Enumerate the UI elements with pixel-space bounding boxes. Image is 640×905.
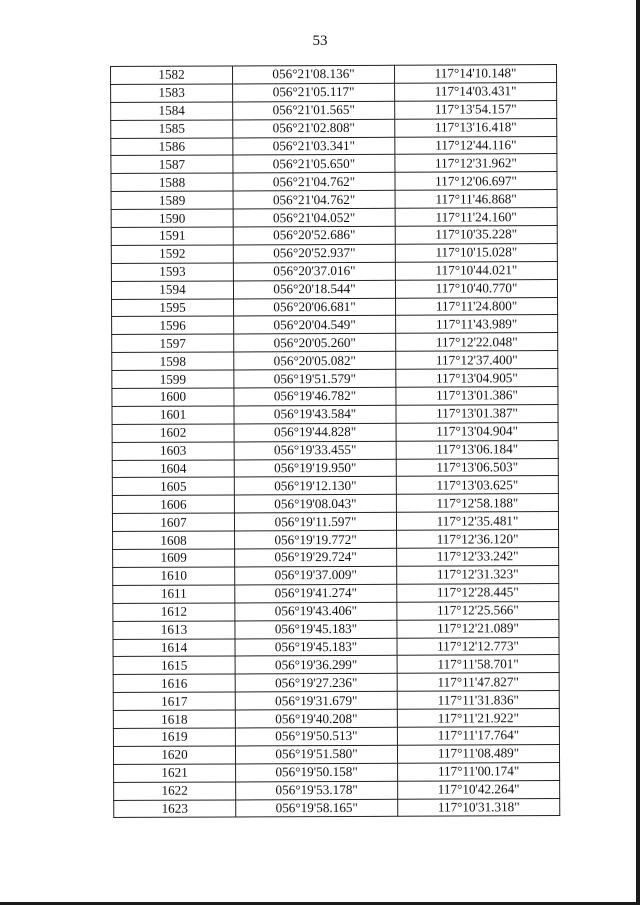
table-row: [114, 780, 560, 800]
table-row: [111, 172, 557, 192]
scan-edge-right: [636, 0, 640, 905]
longitude-cell: 117°12'25.566": [397, 601, 559, 620]
latitude-cell: 056°20'04.549": [234, 316, 396, 335]
point-number-cell: 1604: [112, 460, 234, 478]
table-row: [112, 494, 558, 514]
point-number-cell: 1589: [111, 191, 233, 209]
latitude-cell: 056°20'52.686": [233, 226, 395, 245]
point-number-cell: 1609: [113, 549, 235, 567]
latitude-cell: 056°19'50.513": [235, 727, 397, 746]
table-row: [111, 208, 557, 228]
table-row: [112, 458, 558, 478]
table-row: [111, 243, 557, 263]
longitude-cell: 117°13'54.157": [395, 100, 557, 119]
point-number-cell: 1585: [111, 120, 233, 138]
table-row: [113, 530, 559, 550]
point-number-cell: 1606: [112, 495, 234, 513]
longitude-cell: 117°11'31.836": [397, 691, 559, 710]
longitude-cell: 117°10'44.021": [395, 261, 557, 280]
point-number-cell: 1592: [111, 245, 233, 263]
point-number-cell: 1605: [112, 477, 234, 495]
point-number-cell: 1617: [113, 692, 235, 710]
table-row: [113, 565, 559, 585]
table-row: [112, 387, 558, 407]
table-row: [112, 369, 558, 389]
table-row: [113, 637, 559, 657]
longitude-cell: 117°11'21.922": [397, 709, 559, 728]
latitude-cell: 056°19'33.455": [234, 441, 396, 460]
table-row: [113, 726, 559, 746]
point-number-cell: 1618: [113, 710, 235, 728]
longitude-cell: 117°12'31.962": [395, 154, 557, 173]
table-row: [113, 744, 559, 764]
latitude-cell: 056°19'51.580": [235, 745, 397, 764]
point-number-cell: 1615: [113, 656, 235, 674]
point-number-cell: 1590: [111, 209, 233, 227]
latitude-cell: 056°19'11.597": [234, 513, 396, 532]
longitude-cell: 117°11'24.800": [396, 297, 558, 316]
table-row: [114, 798, 560, 818]
longitude-cell: 117°13'01.386": [396, 387, 558, 406]
table-row: [112, 351, 558, 371]
point-number-cell: 1597: [112, 334, 234, 352]
longitude-cell: 117°10'35.228": [395, 226, 557, 245]
latitude-cell: 056°19'46.782": [234, 387, 396, 406]
longitude-cell: 117°13'04.905": [396, 369, 558, 388]
latitude-cell: 056°20'05.082": [234, 352, 396, 371]
point-number-cell: 1598: [112, 352, 234, 370]
longitude-cell: 117°11'58.701": [397, 655, 559, 674]
point-number-cell: 1614: [113, 638, 235, 656]
longitude-cell: 117°12'58.188": [396, 494, 558, 513]
latitude-cell: 056°19'50.158": [236, 763, 398, 782]
longitude-cell: 117°12'36.120": [397, 530, 559, 549]
longitude-cell: 117°13'16.418": [395, 118, 557, 137]
latitude-cell: 056°20'06.681": [234, 298, 396, 317]
longitude-cell: 117°11'17.764": [397, 726, 559, 745]
point-number-cell: 1583: [111, 84, 233, 102]
longitude-cell: 117°13'04.904": [396, 422, 558, 441]
table-row: [113, 601, 559, 621]
longitude-cell: 117°12'33.242": [397, 548, 559, 567]
point-number-cell: 1623: [114, 799, 236, 817]
latitude-cell: 056°21'02.808": [233, 119, 395, 138]
latitude-cell: 056°19'27.236": [235, 674, 397, 693]
latitude-cell: 056°19'36.299": [235, 656, 397, 675]
longitude-cell: 117°12'06.697": [395, 172, 557, 191]
longitude-cell: 117°14'03.431": [395, 82, 557, 101]
table-row: [111, 118, 557, 138]
point-number-cell: 1588: [111, 173, 233, 191]
table-row: [112, 440, 558, 460]
longitude-cell: 117°10'42.264": [398, 780, 560, 799]
longitude-cell: 117°10'40.770": [395, 279, 557, 298]
latitude-cell: 056°19'51.579": [234, 369, 396, 388]
latitude-cell: 056°20'05.260": [234, 334, 396, 353]
latitude-cell: 056°21'04.052": [233, 208, 395, 227]
table-row: [111, 279, 557, 299]
latitude-cell: 056°20'52.937": [233, 244, 395, 263]
longitude-cell: 117°11'08.489": [397, 744, 559, 763]
latitude-cell: 056°19'58.165": [236, 799, 398, 818]
latitude-cell: 056°19'29.724": [235, 548, 397, 567]
table-row: [111, 100, 557, 120]
table-row: [112, 476, 558, 496]
table-row: [111, 82, 557, 102]
latitude-cell: 056°21'05.117": [233, 83, 395, 102]
latitude-cell: 056°19'45.183": [235, 620, 397, 639]
longitude-cell: 117°12'21.089": [397, 619, 559, 638]
point-number-cell: 1603: [112, 442, 234, 460]
longitude-cell: 117°13'03.625": [396, 476, 558, 495]
latitude-cell: 056°19'19.772": [235, 530, 397, 549]
point-number-cell: 1594: [111, 281, 233, 299]
point-number-cell: 1587: [111, 155, 233, 173]
table-row: [112, 422, 558, 442]
point-number-cell: 1586: [111, 138, 233, 156]
longitude-cell: 117°12'31.323": [397, 565, 559, 584]
table-row: [111, 190, 557, 210]
longitude-cell: 117°12'12.773": [397, 637, 559, 656]
point-number-cell: 1608: [113, 531, 235, 549]
latitude-cell: 056°21'01.565": [233, 101, 395, 120]
coordinates-table: [110, 64, 560, 818]
point-number-cell: 1612: [113, 603, 235, 621]
longitude-cell: 117°11'00.174": [398, 762, 560, 781]
point-number-cell: 1607: [112, 513, 234, 531]
latitude-cell: 056°19'37.009": [235, 566, 397, 585]
latitude-cell: 056°21'03.341": [233, 137, 395, 156]
longitude-cell: 117°14'10.148": [394, 65, 556, 84]
longitude-cell: 117°12'35.481": [396, 512, 558, 531]
point-number-cell: 1602: [112, 424, 234, 442]
longitude-cell: 117°11'24.160": [395, 208, 557, 227]
table-row: [114, 762, 560, 782]
latitude-cell: 056°19'19.950": [234, 459, 396, 478]
table-row: [111, 65, 557, 85]
table-row: [111, 154, 557, 174]
table-row: [113, 691, 559, 711]
longitude-cell: 117°13'06.184": [396, 440, 558, 459]
point-number-cell: 1621: [114, 764, 236, 782]
point-number-cell: 1599: [112, 370, 234, 388]
table-row: [111, 261, 557, 281]
table-row: [112, 512, 558, 532]
point-number-cell: 1610: [113, 567, 235, 585]
longitude-cell: 117°11'47.827": [397, 673, 559, 692]
longitude-cell: 117°13'06.503": [396, 458, 558, 477]
latitude-cell: 056°19'53.178": [236, 781, 398, 800]
point-number-cell: 1622: [114, 782, 236, 800]
point-number-cell: 1620: [113, 746, 235, 764]
page-number: 53: [312, 33, 328, 49]
coordinates-table-body: [111, 65, 560, 818]
table-row: [112, 315, 558, 335]
latitude-cell: 056°21'04.762": [233, 190, 395, 209]
longitude-cell: 117°10'15.028": [395, 243, 557, 262]
longitude-cell: 117°13'01.387": [396, 404, 558, 423]
longitude-cell: 117°12'37.400": [396, 351, 558, 370]
point-number-cell: 1619: [113, 728, 235, 746]
table-row: [112, 404, 558, 424]
latitude-cell: 056°19'41.274": [235, 584, 397, 603]
latitude-cell: 056°19'43.584": [234, 405, 396, 424]
table-row: [111, 136, 557, 156]
latitude-cell: 056°19'40.208": [235, 709, 397, 728]
point-number-cell: 1593: [111, 263, 233, 281]
table-row: [111, 226, 557, 246]
point-number-cell: 1595: [112, 299, 234, 317]
longitude-cell: 117°12'28.445": [397, 583, 559, 602]
latitude-cell: 056°21'08.136": [233, 65, 395, 84]
latitude-cell: 056°19'44.828": [234, 423, 396, 442]
latitude-cell: 056°19'43.406": [235, 602, 397, 621]
longitude-cell: 117°12'44.116": [395, 136, 557, 155]
table-row: [113, 619, 559, 639]
latitude-cell: 056°19'31.679": [235, 691, 397, 710]
longitude-cell: 117°10'31.318": [398, 798, 560, 817]
table-row: [113, 709, 559, 729]
point-number-cell: 1582: [111, 66, 233, 84]
latitude-cell: 056°20'37.016": [233, 262, 395, 281]
point-number-cell: 1611: [113, 585, 235, 603]
point-number-cell: 1584: [111, 102, 233, 120]
latitude-cell: 056°21'04.762": [233, 173, 395, 192]
point-number-cell: 1600: [112, 388, 234, 406]
longitude-cell: 117°11'46.868": [395, 190, 557, 209]
latitude-cell: 056°19'12.130": [234, 477, 396, 496]
latitude-cell: 056°21'05.650": [233, 155, 395, 174]
table-row: [113, 655, 559, 675]
table-row: [112, 333, 558, 353]
point-number-cell: 1613: [113, 621, 235, 639]
latitude-cell: 056°19'45.183": [235, 638, 397, 657]
table-row: [113, 548, 559, 568]
point-number-cell: 1601: [112, 406, 234, 424]
point-number-cell: 1616: [113, 674, 235, 692]
table-row: [113, 673, 559, 693]
table-row: [113, 583, 559, 603]
latitude-cell: 056°20'18.544": [233, 280, 395, 299]
longitude-cell: 117°11'43.989": [396, 315, 558, 334]
longitude-cell: 117°12'22.048": [396, 333, 558, 352]
point-number-cell: 1591: [111, 227, 233, 245]
latitude-cell: 056°19'08.043": [234, 495, 396, 514]
table-row: [112, 297, 558, 317]
point-number-cell: 1596: [112, 316, 234, 334]
